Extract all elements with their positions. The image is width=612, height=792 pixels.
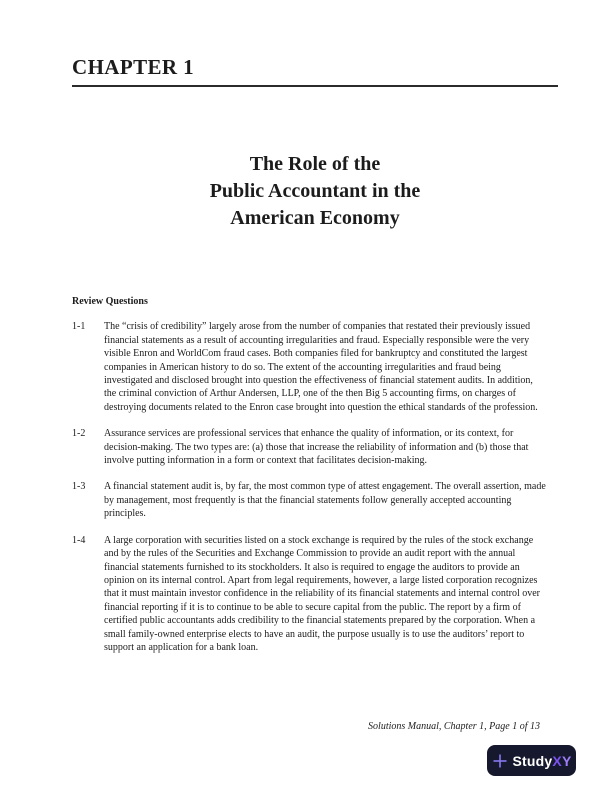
question-text: The “crisis of credibility” largely arose from the number of companies that restated their previously issued financial statements as a result of accounting irregularities and fraud. Especially responsible were the very visible Enron and WorldCom fraud cases. Both companies filed for bankruptcy and constituted the largest companies in American history to do so. The extent of the accounting irregularities and fraud being investigated and disclosed brought into question the effectiveness of financial statement audits. In addition, the criminal conviction of Arthur Andersen, LLP, one of the then Big 5 accounting firms, on charges of destroying documents related to the Enron case brought into question the ethical standards of the profession. xyxy=(104,321,538,413)
chapter-heading: CHAPTER 1 xyxy=(72,55,558,87)
question-item xyxy=(72,320,546,414)
question-item xyxy=(72,480,546,520)
question-number: 1-1 xyxy=(72,321,86,333)
question-text: A financial statement audit is, by far, the most common type of attest engagement. The overall assertion, made by management, most frequently is that the financial statements follow generally accepted accounting principles. xyxy=(104,481,546,520)
question-text: A large corporation with securities listed on a stock exchange is required by the rules of the stock exchange and by the rules of the Securities and Exchange Commission to provide an audit report with the annual financial statements furnished to its stockholders. It also is required to engage the auditors to provide an opinion on its internal control. Apart from legal requirements, however, a large listed corporation recognizes that it must maintain investor confidence in the reliability of its financial statements and internal control over financial reporting if it is to continue to be able to secure capital from the public. The report by a firm of certified public accountants adds credibility to the financial statements prepared by the corporation. When a small family-owned enterprise elects to have an audit, the purpose usually is to use the auditors’ report to support an application for a bank loan. xyxy=(104,534,540,653)
brand-text xyxy=(513,753,572,769)
document-title xyxy=(72,151,558,232)
title-line-3: American Economy xyxy=(230,207,400,229)
question-number: 1-2 xyxy=(72,428,86,440)
question-item xyxy=(72,427,546,467)
studyxy-logo-badge xyxy=(487,745,576,776)
question-number: 1-4 xyxy=(72,534,86,546)
question-item xyxy=(72,534,546,655)
section-heading: Review Questions xyxy=(72,296,148,307)
question-number: 1-3 xyxy=(72,481,86,493)
plus-icon xyxy=(492,753,508,769)
page-footer: Solutions Manual, Chapter 1, Page 1 of 13 xyxy=(368,721,540,732)
question-text: Assurance services are professional services that enhance the quality of information, or its context, for decision-making. The two types are: (a) those that increase the reliability of information and (b) those that involve putting information in a form or context that facilitates decision-making. xyxy=(104,428,529,467)
title-line-2: Public Accountant in the xyxy=(209,180,421,202)
brand-name-accent-y: Y xyxy=(561,752,572,769)
review-questions-section xyxy=(72,295,546,667)
brand-name-accent-x: X xyxy=(552,752,562,769)
title-line-1: The Role of the xyxy=(249,153,381,175)
brand-name-primary: Study xyxy=(512,752,553,769)
